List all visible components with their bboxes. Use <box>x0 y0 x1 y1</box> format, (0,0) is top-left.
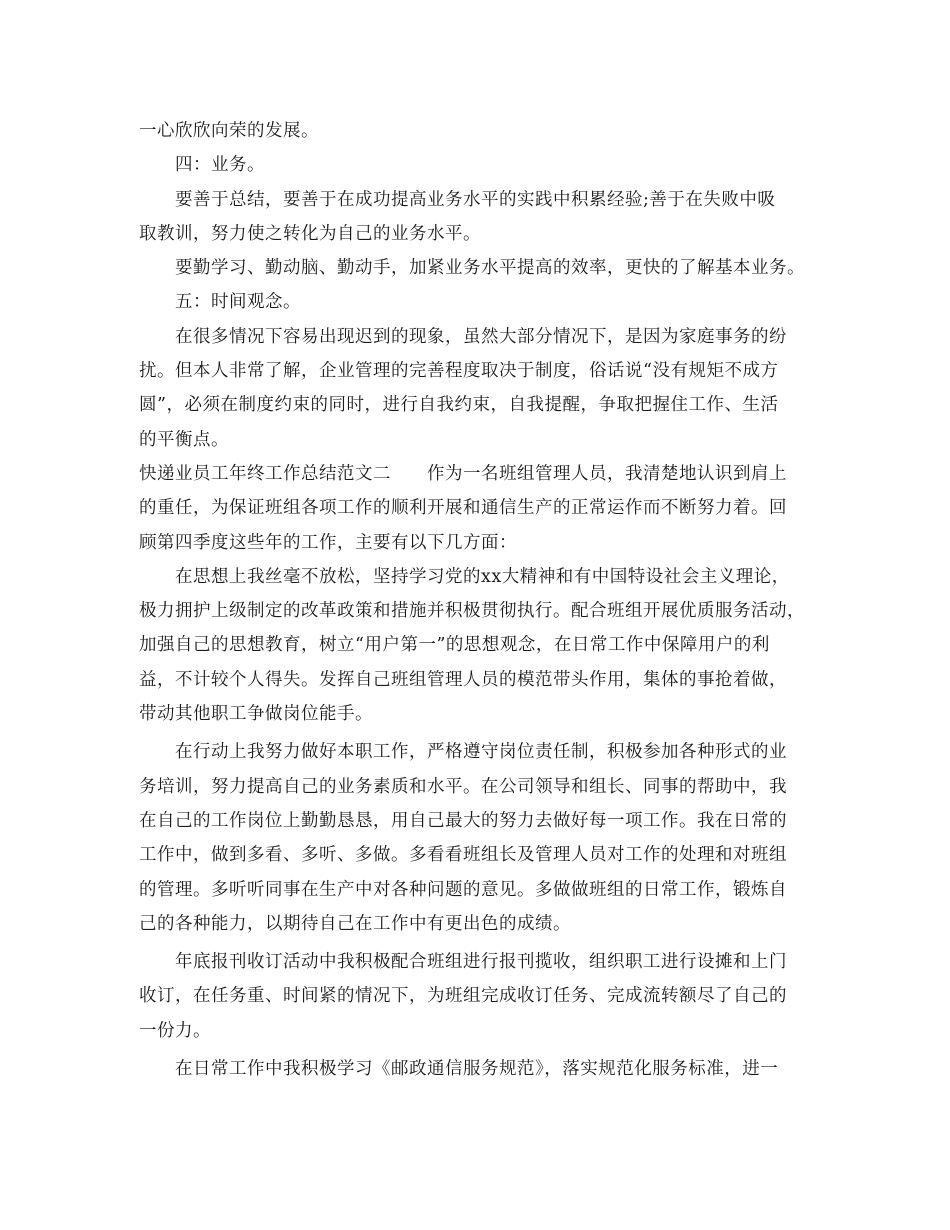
section-heading: 四：业务。 <box>175 155 265 176</box>
text-line: 要勤学习、勤动脑、勤动手，加紧业务水平提高的效率，更快的了解基本业务。 <box>175 258 805 279</box>
document-body <box>139 114 823 1086</box>
text-line: 益，不计较个人得失。发挥自己班组管理人员的模范带头作用，集体的事抢着做， <box>139 669 787 690</box>
text-line: 工作中，做到多看、多听、多做。多看看班组长及管理人员对工作的处理和对班组 <box>139 845 787 866</box>
text-line: 收订，在任务重、时间紧的情况下，为班组完成收订任务、完成流转额尽了自己的 <box>139 986 787 1007</box>
text-line: 极力拥护上级制定的改革政策和措施并积极贯彻执行。配合班组开展优质服务活动， <box>139 601 805 622</box>
text-line: 取教训，努力使之转化为自己的业务水平。 <box>139 223 481 244</box>
text-line: 的管理。多听听同事在生产中对各种问题的意见。多做做班组的日常工作，锻炼自 <box>139 879 787 900</box>
text-line: 一心欣欣向荣的发展。 <box>139 121 319 141</box>
text-line: 的平衡点。 <box>139 429 229 450</box>
text-line: 在日常工作中我积极学习《邮政通信服务规范》，落实规范化服务标准，进一 <box>175 1059 779 1080</box>
text-line: 顾第四季度这些年的工作，主要有以下几方面： <box>139 532 517 553</box>
text-line: 己的各种能力，以期待自己在工作中有更出色的成绩。 <box>139 913 571 934</box>
text-line: 务培训，努力提高自己的业务素质和水平。在公司领导和组长、同事的帮助中，我 <box>139 776 787 797</box>
text-line: 带动其他职工争做岗位能手。 <box>139 704 373 725</box>
text-line: 在行动上我努力做好本职工作，严格遵守岗位责任制，积极参加各种形式的业 <box>175 742 787 763</box>
text-line: 在很多情况下容易出现迟到的现象，虽然大部分情况下，是因为家庭事务的纷 <box>175 326 787 347</box>
text-line: 在思想上我丝毫不放松，坚持学习党的xx大精神和有中国特设社会主义理论， <box>175 566 790 587</box>
text-line: 圆”，必须在制度约束的同时，进行自我约束，自我提醒，争取把握住工作、生活 <box>139 395 779 416</box>
text-line: 在自己的工作岗位上勤勤恳恳，用自己最大的努力去做好每一项工作。我在日常的 <box>139 810 787 831</box>
text-line: 一份力。 <box>139 1020 211 1041</box>
article-title-line: 快递业员工年终工作总结范文二 作为一名班组管理人员，我清楚地认识到肩上 <box>139 463 787 484</box>
section-heading: 五：时间观念。 <box>175 292 301 313</box>
text-line: 的重任，为保证班组各项工作的顺利开展和通信生产的正常运作而不断努力着。回 <box>139 498 787 519</box>
text-line: 年底报刊收订活动中我积极配合班组进行报刊揽收，组织职工进行设摊和上门 <box>175 952 787 973</box>
text-line: 加强自己的思想教育，树立“用户第一”的思想观念，在日常工作中保障用户的利 <box>139 635 770 656</box>
text-line: 扰。但本人非常了解，企业管理的完善程度取决于制度，俗话说“没有规矩不成方 <box>139 361 779 382</box>
text-line: 要善于总结，要善于在成功提高业务水平的实践中积累经验;善于在失败中吸 <box>175 189 776 210</box>
